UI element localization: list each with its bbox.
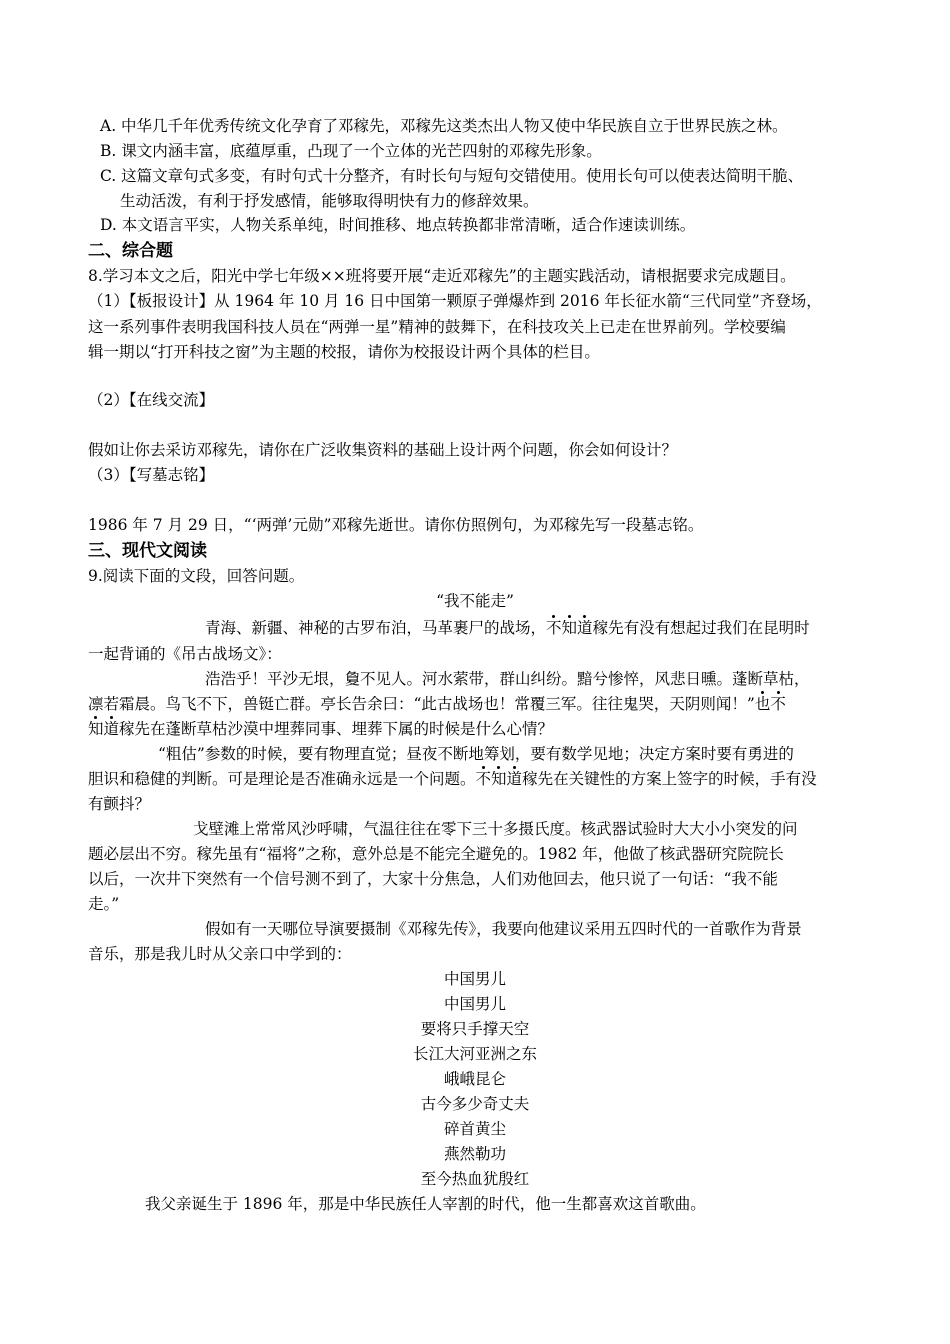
emphasis-char: 知: [491, 770, 507, 788]
emphasis-char: 也: [754, 695, 771, 713]
emphasis-text: [88, 720, 119, 738]
paragraph-3-line: 有颤抖？: [88, 795, 151, 813]
dotted-emphasis: [546, 619, 593, 637]
emphasis-char: 知: [88, 720, 104, 738]
paragraph-6-line: 我父亲诞生于 1896 年，那是中华民族任人宰割的时代，他一生都喜欢这首歌曲。: [145, 1195, 706, 1213]
song-line: 燕然勒功: [443, 1145, 506, 1163]
choice-d: D. 本文语言平实，人物关系单纯，时间推移、地点转换都非常清晰，适合作速读训练。: [100, 216, 696, 234]
emphasis-char: 道: [506, 770, 523, 788]
emphasis-char: 知: [561, 619, 578, 637]
question-8-2-label: （2）【在线交流】: [88, 391, 215, 409]
emphasis-text: [546, 619, 593, 637]
song-line: 碎首黄尘: [443, 1120, 506, 1138]
choice-c: C. 这篇文章句式多变，有时句式十分整齐，有时长句与短句交错使用。使用长句可以使表达简明干脆、: [100, 167, 804, 185]
paragraph-4-line: 题必层出不穷。稼先虽有“福将”之称，意外总是不能完全避免的。1982 年，他做了核武器研究院院长: [88, 845, 784, 863]
paragraph-1-text: 青海、新疆、神秘的古罗布泊，马革裹尸的战场，: [205, 619, 547, 637]
paragraph-4-line: 以后，一次井下突然有一个信号测不到了，大家十分焦急，人们劝他回去，他只说了一句话：“我不能: [88, 870, 778, 888]
emphasis-char: 道: [577, 619, 593, 637]
emphasis-text: [476, 770, 523, 788]
paragraph-3-text: 胆识和稳健的判断。可是理论是否准确永远是一个问题。: [88, 770, 476, 788]
paragraph-3-text: 稼先在关键性的方案上签字的时候，手有没: [522, 770, 817, 788]
section-heading-reading: 三、现代文阅读: [88, 541, 207, 561]
paragraph-5-line: 音乐，那是我儿时从父亲口中学到的：: [88, 945, 352, 963]
emphasis-char: 不: [475, 770, 492, 788]
quote-line: [88, 693, 786, 715]
choice-c-cont: 生动活泼，有利于抒发感情，能够取得明快有力的修辞效果。: [120, 192, 539, 210]
paragraph-4-line: 走。”: [88, 895, 120, 913]
paragraph-2-line: [88, 718, 553, 740]
question-9-intro: 9.阅读下面的文段，回答问题。: [88, 567, 305, 585]
song-line: 峨峨昆仑: [443, 1070, 506, 1088]
paragraph-1-text: 稼先有没有想起过我们在昆明时: [592, 619, 810, 637]
question-8-1-line: （1）【板报设计】从 1964 年 10 月 16 日中国第一颗原子弹爆炸到 2016 年长征水箭“三代同堂”齐登场，: [88, 292, 822, 310]
paragraph-1-line: [205, 617, 810, 639]
choice-b: B. 课文内涵丰富，底蕴厚重，凸现了一个立体的光芒四射的邓稼先形象。: [100, 142, 602, 160]
quote-line: 浩浩乎！平沙无垠，敻不见人。河水萦带，群山纠纷。黯兮惨悴，风悲日曛。蓬断草枯，: [205, 670, 810, 688]
song-line: 要将只手撑天空: [420, 1020, 530, 1038]
section-heading-comprehensive: 二、综合题: [88, 241, 173, 261]
paragraph-3-line: “粗估”参数的时候，要有物理直觉；昼夜不断地筹划，要有数学见地；决定方案时要有勇进的: [158, 745, 794, 763]
emphasis-char: 不: [546, 619, 562, 637]
song-line: 长江大河亚洲之东: [412, 1045, 537, 1063]
question-8-3-label: （3）【写墓志铭】: [88, 466, 215, 484]
song-line: 古今多少奇丈夫: [420, 1095, 530, 1113]
question-8-1-line: 这一系列事件表明我国科技人员在“两弹一星”精神的鼓舞下，在科技攻关上已走在世界前列。学校要编: [88, 318, 786, 336]
paragraph-3-line: [88, 768, 817, 790]
emphasis-char: 不: [770, 695, 786, 713]
choice-a: A. 中华几千年优秀传统文化孕育了邓稼先，邓稼先这类杰出人物又使中华民族自立于世界民族之林。: [100, 117, 788, 135]
song-line: 至今热血犹殷红: [420, 1170, 530, 1188]
question-8-3-text: 1986 年 7 月 29 日，“‘两弹’元勋”邓稼先逝世。请你仿照例句，为邓稼先写一段墓志铭。: [88, 516, 704, 534]
passage-title: “我不能走”: [436, 592, 514, 610]
paragraph-1-line: 一起背诵的《吊古战场文》：: [88, 645, 282, 663]
emphasis-char: 道: [103, 720, 120, 738]
paragraph-5-line: 假如有一天哪位导演要摄制《邓稼先传》，我要向他建议采用五四时代的一首歌作为背景: [205, 920, 802, 938]
song-line: 中国男儿: [443, 970, 506, 988]
question-8-intro: 8.学习本文之后，阳光中学七年级××班将要开展“走近邓稼先”的主题实践活动，请根据要求完成题目。: [88, 267, 796, 285]
question-8-1-line: 辑一期以“打开科技之窗”为主题的校报，请你为校报设计两个具体的栏目。: [88, 343, 600, 361]
song-line: 中国男儿: [443, 995, 506, 1013]
question-8-2-text: 假如让你去采访邓稼先，请你在广泛收集资料的基础上设计两个问题，你会如何设计？: [88, 441, 678, 459]
quote-text: 凛若霜晨。鸟飞不下，兽铤亡群。亭长告余曰：“此古战场也！常覆三军。往往鬼哭，天阴则闻！”: [88, 695, 755, 713]
emphasis-text: [755, 695, 786, 713]
paragraph-4-line: 戈壁滩上常常风沙呼啸，气温往往在零下三十多摄氏度。核武器试验时大大小小突发的问: [193, 820, 798, 838]
paragraph-2-text: 稼先在蓬断草枯沙漠中埋葬同事、埋葬下属的时候是什么心情？: [119, 720, 554, 738]
